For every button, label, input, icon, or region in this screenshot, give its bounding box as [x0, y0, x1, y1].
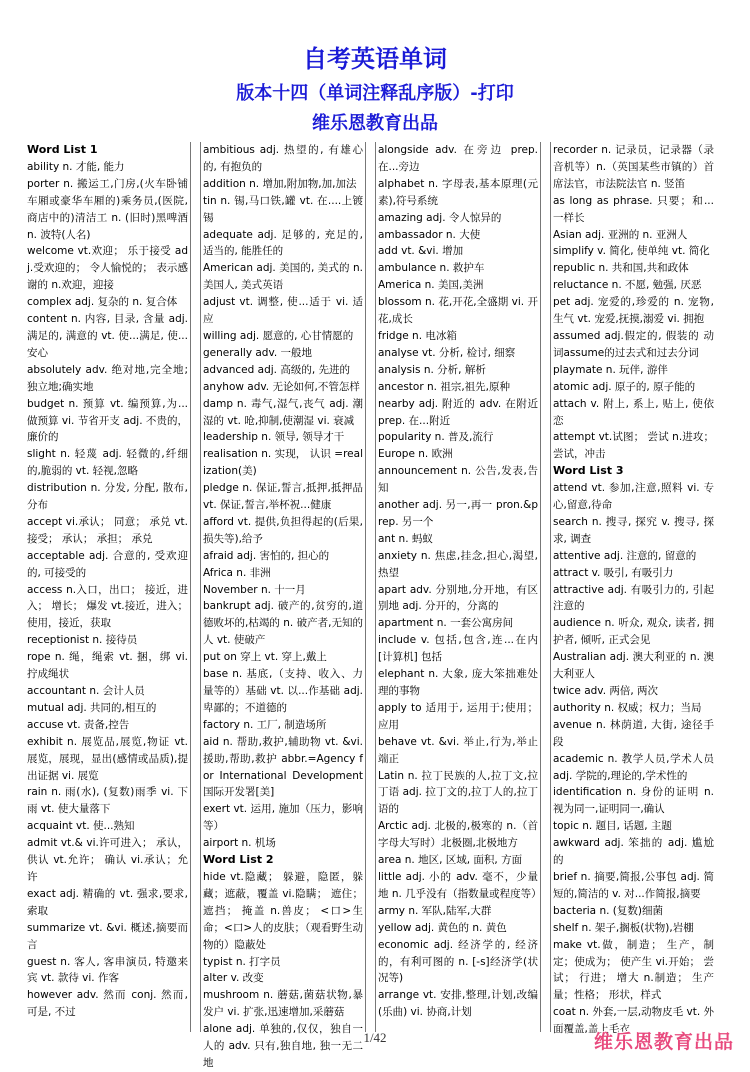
word-entry: anxiety n. 焦虑,挂念,担心,渴望,热望: [378, 549, 538, 579]
word-entry: welcome vt.欢迎； 乐于接受 adj.受欢迎的； 令人愉悦的； 表示感谢的 n.欢迎，迎接: [27, 245, 188, 292]
page-header: [0, 44, 750, 137]
column-3: [375, 142, 541, 1032]
word-entry: alphabet n. 字母表,基本原理(元素),符号系统: [378, 177, 538, 207]
word-entry: identification n. 身份的证明 n. 视为同一,证明同一,确认: [553, 786, 714, 816]
word-entry: attach v. 附上, 系上, 贴上, 使依恋: [553, 397, 714, 427]
page-title: 自考英语单词: [303, 45, 447, 73]
word-entry: ambulance n. 救护车: [378, 262, 485, 275]
word-entry: popularity n. 普及,流行: [378, 431, 494, 444]
word-entry: bankrupt adj. 破产的,贫穷的,道德败坏的,枯竭的 n. 破产者,无知的人 vt. 使破产: [203, 600, 363, 647]
word-entry: audience n. 听众, 观众, 读者, 拥护者, 倾听, 正式会见: [553, 617, 714, 647]
word-entry: alter v. 改变: [203, 972, 264, 985]
word-entry: airport n. 机场: [203, 837, 276, 850]
word-entry: twice adv. 两倍, 两次: [553, 685, 659, 697]
word-entry: anyhow adv. 无论如何,不管怎样: [203, 380, 360, 393]
word-entry: add vt. &vi. 增加: [378, 245, 464, 258]
word-entry: republic n. 共和国,共和政体: [553, 262, 689, 275]
word-entry: attractive adj. 有吸引力的, 引起注意的: [553, 583, 714, 613]
word-entry: American adj. 美国的, 美式的 n. 美国人, 美式英语: [203, 262, 363, 292]
word-entry: fridge n. 电冰箱: [378, 329, 457, 342]
word-entry: Australian adj. 澳大利亚的 n. 澳大利亚人: [553, 651, 714, 681]
word-entry: analyse vt. 分析, 检讨, 细察: [378, 346, 516, 359]
column-2: [200, 142, 366, 1069]
word-entry: avenue n. 林荫道, 大街, 途径手段: [553, 718, 714, 748]
word-entry: Asian adj. 亚洲的 n. 亚洲人: [553, 228, 688, 241]
word-entry: include v. 包括,包含,连...在内 [计算机] 包括: [378, 634, 538, 664]
word-entry: reluctance n. 不愿, 勉强, 厌恶: [553, 279, 702, 292]
word-list-heading: Word List 3: [553, 464, 624, 478]
word-entry: November n. 十一月: [203, 583, 306, 596]
word-entry: typist n. 打字员: [203, 955, 281, 968]
word-entry: however adv. 然而 conj. 然而, 可是, 不过: [27, 989, 188, 1019]
word-entry: aid n. 帮助,救护,辅助物 vt. &vi. 援助,帮助,救护 abbr.=Agency for International Development 国际开发署[美]: [203, 735, 363, 799]
word-entry: shelf n. 架子,搁板(状物),岩棚: [553, 921, 694, 934]
word-entry: Europe n. 欧洲: [378, 448, 453, 461]
word-entry: ant n. 蚂蚁: [378, 532, 433, 545]
word-entry: apart adv. 分别地,分开地，有区别地 adj. 分开的，分离的: [378, 583, 538, 613]
word-entry: recorder n. 记录员，记录器（录音机等）n.（英国某些市镇的）首席法官，市法院法官 n. 竖笛: [553, 144, 714, 190]
word-entry: coat n. 外套,一层,动物皮毛 vt. 外面覆盖,盖上毛衣: [553, 1006, 714, 1036]
word-entry: attract v. 吸引, 有吸引力: [553, 566, 674, 579]
word-entry: pet adj. 宠爱的,珍爱的 n. 宠物,生气 vt. 宠爱,抚摸,溺爱 vi. 拥抱: [553, 296, 714, 326]
word-entry: alone adj. 单独的,仅仅，独自一人的 adv. 只有,独自地, 独一无二地: [203, 1023, 363, 1069]
word-entry: damp n. 毒气,湿气,丧气 adj. 潮湿的 vt. 呛,抑制,使潮湿 vi. 衰减: [203, 397, 363, 427]
word-entry: adequate adj. 足够的, 充足的, 适当的, 能胜任的: [203, 228, 363, 258]
column-4: [550, 142, 716, 1036]
word-entry: topic n. 题目, 话题, 主题: [553, 820, 672, 833]
word-entry: attend vt. 参加,注意,照料 vi. 专心,留意,待命: [553, 482, 714, 512]
watermark: 维乐恩教育出品: [593, 1031, 734, 1053]
word-entry: budget n. 预算 vt. 编预算,为...做预算 vi. 节省开支 adj. 不贵的，廉价的: [27, 397, 188, 444]
word-entry: acceptable adj. 合意的, 受欢迎的, 可接受的: [27, 549, 188, 579]
word-entry: arrange vt. 安排,整理,计划,改编(乐曲) vi. 协商,计划: [378, 989, 538, 1019]
word-entry: mushroom n. 蘑菇,菌菇状物,暴发户 vi. 扩张,迅速增加,采蘑菇: [203, 989, 363, 1019]
word-entry: yellow adj. 黄色的 n. 黄色: [378, 921, 507, 934]
word-entry: another adj. 另一,再一 pron.&prep. 另一个: [378, 499, 538, 528]
word-entry: army n. 军队,陆军,大群: [378, 904, 492, 917]
word-entry: amazing adj. 令人惊异的: [378, 211, 502, 224]
word-entry: complex adj. 复杂的 n. 复合体: [27, 296, 178, 309]
word-entry: simplify v. 简化, 使单纯 vt. 简化: [553, 245, 710, 258]
word-entry: exact adj. 精确的 vt. 强求,要求,索取: [27, 887, 188, 917]
word-entry: authority n. 权威；权力；当局: [553, 701, 702, 714]
publisher-line: 维乐恩教育出品: [312, 113, 438, 134]
word-entry: apartment n. 一套公寓房间: [378, 617, 514, 630]
word-entry: willing adj. 愿意的, 心甘情愿的: [203, 329, 354, 342]
word-entry: awkward adj. 笨拙的 adj. 尴尬的: [553, 837, 714, 867]
word-entry: Arctic adj. 北极的,极寒的 n.（首字母大写时）北极圈,北极地方: [378, 820, 538, 850]
word-entry: leadership n. 领导, 领导才干: [203, 431, 345, 444]
word-entry: content n. 内容, 目录, 含量 adj. 满足的, 满意的 vt. 使...满足, 使...安心: [27, 313, 188, 359]
word-entry: ability n. 才能, 能力: [27, 160, 125, 173]
word-entry: little adj. 小的 adv. 毫不，少量地 n. 几乎没有（指数量或程度等）: [378, 870, 542, 900]
word-entry: economic adj. 经济学的, 经济的，有利可图的 n. [-s]经济学(状况等): [378, 938, 538, 985]
word-entry: adjust vt. 调整, 使...适于 vi. 适应: [203, 296, 363, 326]
word-entry: apply to 适用于, 运用于;使用；应用: [378, 701, 538, 731]
word-entry: exert vt. 运用, 施加（压力，影响等）: [203, 803, 363, 833]
word-entry: announcement n. 公告,发表,告知: [378, 465, 538, 495]
word-entry: porter n. 搬运工,门房,(火车卧铺车厢或豪华车厢的)乘务员,(医院,商店中的)清洁工 n. (旧时)黑啤酒 n. 波特(人名): [27, 177, 188, 241]
word-entry: analysis n. 分析, 解析: [378, 363, 486, 376]
word-entry: behave vt. &vi. 举止,行为,举止端正: [378, 735, 538, 765]
word-entry: rope n. 绳，绳索 vt. 捆，绑 vi. 拧成绳状: [27, 651, 188, 681]
word-entry: nearby adj. 附近的 adv. 在附近 prep. 在...附近: [378, 397, 538, 427]
word-entry: distribution n. 分发, 分配, 散布, 分布: [27, 482, 188, 512]
word-entry: hide vt.隐藏； 躲避，隐匿，躲藏；遮蔽，覆盖 vi.隐瞒； 遮住；遮挡； 掩盖 n.兽皮； <口>生命；<口>人的皮肤；（观看野生动物的）隐蔽处: [203, 870, 363, 951]
word-entry: ambassador n. 大使: [378, 228, 481, 241]
word-entry: search n. 搜寻, 探究 v. 搜寻, 探求, 调查: [553, 515, 714, 545]
word-entry: playmate n. 玩伴, 游伴: [553, 363, 668, 376]
page-subtitle: 版本十四（单词注释乱序版）-打印: [236, 83, 514, 104]
word-entry: bacteria n. (复数)细菌: [553, 904, 663, 917]
word-entry: exhibit n. 展览品,展览,物证 vt. 展览，展现，显出(感情或品质),提出证据 vi. 展览: [27, 735, 188, 782]
word-entry: attempt vt.试图； 尝试 n.进攻；尝试，冲击: [553, 431, 714, 461]
word-entry: mutual adj. 共同的,相互的: [27, 701, 157, 714]
word-entry: pledge n. 保证,誓言,抵押,抵押品 vt. 保证,誓言,举杯祝...健康: [203, 482, 363, 512]
word-entry: blossom n. 花,开花,全盛期 vi. 开花,成长: [378, 296, 538, 326]
page-number: 1/42: [363, 1030, 387, 1045]
word-entry: America n. 美国,美洲: [378, 279, 484, 292]
word-entry: realisation n. 实现， 认识 =realization(美): [203, 448, 363, 478]
word-entry: ambitious adj. 热望的, 有雄心的, 有抱负的: [203, 144, 363, 173]
word-entry: assumed adj.假定的, 假装的 动词assume的过去式和过去分词: [553, 329, 714, 359]
word-entry: tin n. 锡,马口铁,罐 vt. 在....上镀锡: [203, 194, 363, 224]
word-entry: academic n. 教学人员,学术人员 adj. 学院的,理论的,学术性的: [553, 752, 714, 782]
word-entry: advanced adj. 高级的, 先进的: [203, 363, 351, 376]
word-entry: put on 穿上 vt. 穿上,戴上: [203, 651, 327, 664]
word-entry: admit vt.& vi.许可进入； 承认，供认 vt.允许； 确认 vi.承认；允许: [27, 837, 188, 883]
word-entry: base n. 基底,（支持、收入、力量等的）基础 vt. 以...作基础 adj. 卑鄙的；不道德的: [203, 668, 363, 714]
word-entry: generally adv. 一般地: [203, 346, 313, 359]
word-entry: summarize vt. &vi. 概述,摘要而言: [27, 921, 188, 951]
word-entry: area n. 地区, 区域, 面积, 方面: [378, 854, 523, 867]
word-entry: rain n. 雨(水), (复数)雨季 vi. 下雨 vt. 使大量落下: [27, 786, 188, 816]
word-entry: elephant n. 大象, 庞大笨拙难处理的事物: [378, 668, 538, 697]
word-entry: factory n. 工厂, 制造场所: [203, 718, 327, 731]
word-entry: ancestor n. 祖宗,祖先,原种: [378, 380, 510, 393]
column-1: [25, 142, 191, 1032]
word-entry: accuse vt. 责备,控告: [27, 718, 130, 731]
word-entry: addition n. 增加,附加物,加,加法: [203, 177, 357, 190]
word-entry: attentive adj. 注意的, 留意的: [553, 549, 697, 562]
word-entry: alongside adv. 在旁边 prep. 在...旁边: [378, 144, 538, 173]
word-entry: Africa n. 非洲: [203, 566, 271, 579]
word-entry: guest n. 客人, 客串演员, 特邀来宾 vt. 款待 vi. 作客: [27, 955, 188, 985]
word-entry: Latin n. 拉丁民族的人,拉丁文,拉丁语 adj. 拉丁文的,拉丁人的,拉丁语的: [378, 769, 538, 816]
word-list-heading: Word List 2: [203, 853, 274, 867]
word-entry: atomic adj. 原子的, 原子能的: [553, 380, 696, 393]
word-entry: absolutely adv. 绝对地,完全地;独立地;确实地: [27, 363, 188, 393]
word-entry: afford vt. 提供,负担得起的(后果,损失等),给予: [203, 515, 363, 545]
word-entry: brief n. 摘要,简报,公事包 adj. 简短的,简洁的 v. 对...作简报,摘要: [553, 870, 714, 900]
word-entry: as long as phrase. 只要；和...一样长: [553, 194, 714, 224]
word-list-heading: Word List 1: [27, 143, 98, 156]
word-entry: receptionist n. 接待员: [27, 634, 138, 647]
word-entry: accountant n. 会计人员: [27, 685, 145, 697]
word-entry: afraid adj. 害怕的, 担心的: [203, 549, 330, 562]
word-entry: access n.入口，出口； 接近，进入； 增长； 爆发 vt.接近，进入；使用，接近，获取: [27, 583, 188, 630]
word-entry: slight n. 轻蔑 adj. 轻微的,纤细的,脆弱的 vt. 轻视,忽略: [27, 448, 188, 478]
word-entry: acquaint vt. 使...熟知: [27, 820, 135, 833]
word-entry: make vt.做，制造； 生产，制定；使成为； 使产生 vi.开始； 尝试； 行进； 增大 n.制造； 生产量；性格； 形状，样式: [553, 938, 714, 1002]
word-entry: accept vi.承认； 同意； 承兑 vt.接受； 承认； 承担； 承兑: [27, 515, 188, 545]
